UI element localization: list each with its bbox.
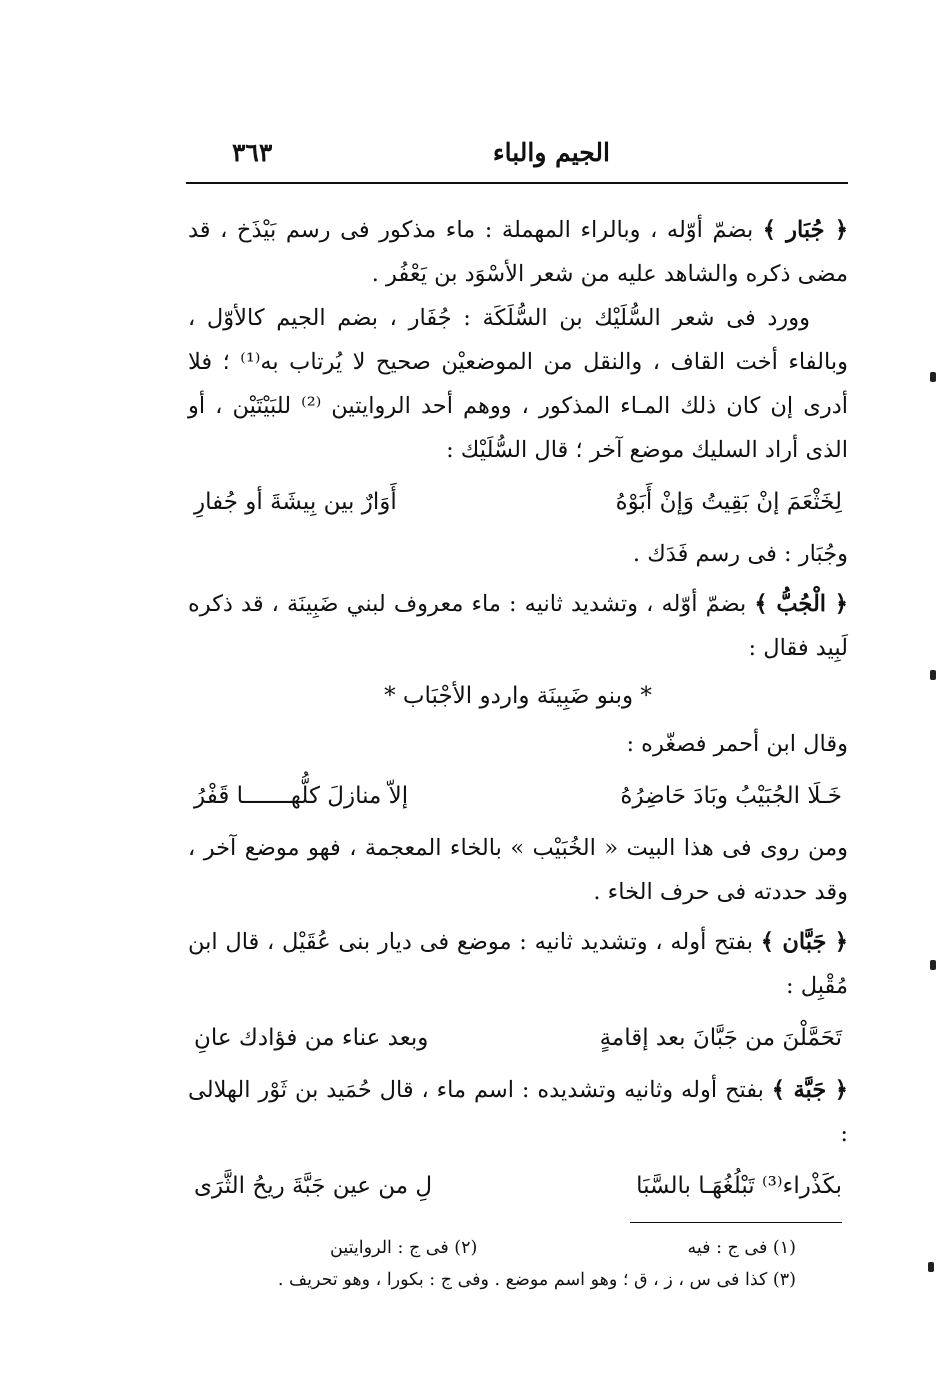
margin-mark (930, 670, 936, 680)
verse-hemistich-second: لِ من عين جَبَّةَ ريحُ الثَّرَى (194, 1173, 433, 1199)
entry-text: بفتح أوله وثانيه وتشديده : اسم ماء ، قال حُمَيد بن ثَوْر الهلالى : (188, 1077, 848, 1147)
entry-text: بفتح أوله ، وتشديد ثانيه : موضع فى ديار بنى عُقَيْل ، قال ابن مُقْبِل : (188, 929, 848, 999)
verse-line (188, 1156, 848, 1216)
verse-hemistich-second: إلاّ منازلَ كلُّهـــــــا قَفْرُ (194, 783, 409, 809)
page-number: ٣٦٣ (232, 138, 273, 167)
margin-mark (930, 960, 936, 970)
footnote-3: (٣) كذا فى س ، ز ، ق ؛ وهو اسم موضع . وفى ج : بكورا ، وهو تحريف . (277, 1270, 796, 1290)
entry-headword: ﴿ جَبَّة ﴾ (771, 1077, 848, 1103)
footnote-1: (١) فى ج : فيه (687, 1238, 796, 1258)
paragraph-khubayb: ومن روى فى هذا البيت « الخُبَيْب » بالخاء المعجمة ، فهو موضع آخر ، وقد حددته فى حرف الخاء . (188, 835, 848, 905)
entry-jubar (188, 208, 848, 296)
entry-headword: ﴿ جُبَار ﴾ (762, 217, 849, 243)
verse-line (188, 766, 848, 826)
entry-text: بضمّ أوّله ، وبالراء المهملة : ماء مذكور فى رسم بَيْذَخ ، قد مضى ذكره والشاهد عليه من شعر الأسْوَد بن يَعْفُر . (188, 217, 848, 287)
verse-hemistich-first: خَـلَا الجُبَيْبُ وبَادَ حَاضِرُهُ (620, 783, 842, 809)
header-rule (186, 182, 848, 184)
paragraph-sulayk: وورد فى شعر السُّلَيْك بن السُّلَكَة : جُفَار ، بضم الجيم كالأوّل ، وبالفاء أخت القاف ، والنقل من الموضعيْن صحيح لا يُرتاب به⁽¹⁾ ؛ فلا أدرى إن كان ذلك المـاء المذكور ، ووهم أحد الروايتين ⁽²⁾ للبَيْتَيْن ، أو الذى أراد السليك موضع آخر ؛ قال السُّلَيْك : (188, 305, 848, 463)
footnote-2: (٢) فى ج : الروايتين (330, 1238, 478, 1258)
running-title: الجيم والباء (492, 138, 610, 167)
footnotes (200, 1232, 796, 1296)
entry-headword: ﴿ جَبَّان ﴾ (760, 929, 848, 955)
page-body (188, 208, 848, 1216)
footnote-row (200, 1232, 796, 1264)
margin-mark (930, 372, 936, 382)
verse-hemistich-first: لِخَثْعَمَ إنْ بَقِيتُ وَإنْ أَبَوْهُ (615, 489, 842, 515)
verse-hemistich-second: أَوَارٌ بين بِيشَةَ أو جُفارِ (194, 489, 397, 515)
verse-hemistich-second: وبعد عناء من فؤادك عانِ (194, 1025, 429, 1051)
paragraph-ibn-ahmar: وقال ابن أحمر فصغّره : (626, 731, 848, 757)
verse-hemistich-first: بكَذْراء⁽³⁾ تَبْلُغُهَـا بالسَّبَا (636, 1173, 842, 1199)
verse-hemistich-first: تَحَمَّلْنَ من جَبَّانَ بعد إقامةٍ (599, 1025, 842, 1051)
entry-jabba (188, 1068, 848, 1156)
paragraph-cross-reference: وجُبَار : فى رسم فَدَك . (632, 541, 848, 567)
entry-text: بضمّ أوّله ، وتشديد ثانيه : ماء معروف لبني ضَبِينَة ، قد ذكره لَبِيد فقال : (188, 591, 848, 661)
entry-jabban (188, 920, 848, 1008)
verse-line (188, 1008, 848, 1068)
verse-line-centered: * وبنو ضَبِينَة واردو الأجْبَاب * (384, 683, 652, 709)
footnote-rule (630, 1222, 842, 1223)
page-header (190, 138, 850, 180)
margin-mark (928, 1262, 934, 1272)
entry-al-jubb (188, 582, 848, 670)
verse-line (188, 472, 848, 532)
entry-headword: ﴿ الْجُبُّ ﴾ (754, 591, 848, 617)
